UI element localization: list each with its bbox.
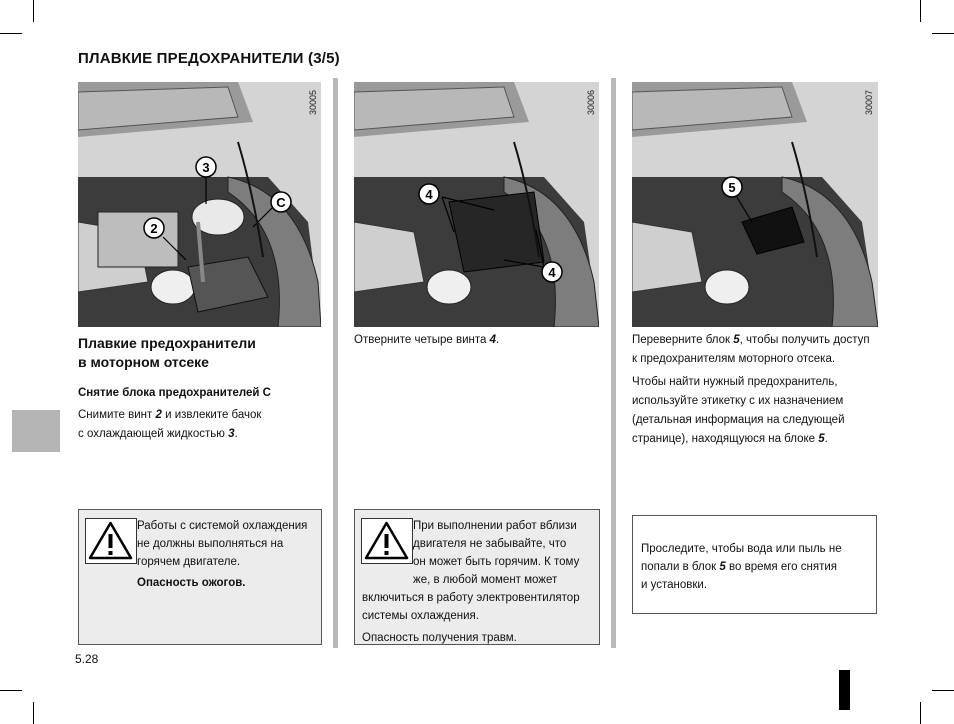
column-divider: [611, 78, 616, 648]
sub-heading: Снятие блока предохранителей C: [78, 387, 271, 399]
crop-mark: [932, 690, 954, 691]
callout-2: 2: [150, 221, 158, 236]
callout-3: 3: [202, 160, 210, 175]
warning-icon-frame: [85, 518, 137, 564]
note-text: Проследите, чтобы вода или пыль не попали в блок 5 во время его снятия и установки.: [641, 543, 842, 591]
engine-figure-1: [78, 82, 321, 327]
callout-4: 4: [548, 265, 556, 280]
section-heading: Плавкие предохранители в моторном отсеке: [78, 335, 256, 370]
page-title: ПЛАВКИЕ ПРЕДОХРАНИТЕЛИ (3/5): [78, 50, 340, 67]
warning-icon-frame: [361, 518, 413, 564]
engine-figure-3: [632, 82, 878, 327]
instruction-text: Отверните четыре винта 4.: [354, 334, 500, 346]
crop-mark: [33, 702, 34, 724]
callout-5: 5: [728, 180, 736, 195]
engine-figure-2: [354, 82, 599, 327]
figure-code: 30005: [308, 90, 318, 116]
engine-illustration: [354, 82, 599, 327]
crop-mark: [920, 0, 921, 22]
figure-code: 30007: [864, 90, 874, 116]
crop-mark: [0, 33, 22, 34]
warning-triangle-icon: [362, 519, 411, 562]
warning-box: [354, 509, 600, 645]
crop-mark: [932, 33, 954, 34]
instruction-text: Переверните блок 5, чтобы получить доступ к предохранителям моторного отсека. Чтобы найти нужный предохранитель, используйте этикетку с их назначением (детальная информация на следующей странице), находящуюся на блоке 5.: [632, 334, 870, 445]
warning-text-continued: включиться в работу электровентилятор системы охлаждения. Опасность получения травм.: [362, 592, 580, 644]
engine-illustration: [632, 82, 878, 327]
warning-triangle-icon: [86, 519, 135, 562]
figure-code: 30006: [586, 90, 596, 116]
engine-illustration: [78, 82, 321, 327]
callout-4: 4: [425, 187, 433, 202]
warning-text: При выполнении работ вблизи двигателя не забывайте, что он может быть горячим. К тому же, в любой момент может: [413, 520, 580, 586]
instruction-text: Снимите винт 2 и извлеките бачок с охлаждающей жидкостью 3.: [78, 409, 262, 440]
column-divider: [333, 78, 338, 648]
page-number: 5.28: [75, 652, 99, 666]
warning-box: [78, 509, 322, 645]
chapter-tab: [12, 410, 60, 452]
note-box: [632, 515, 877, 614]
callout-c: C: [276, 195, 286, 210]
warning-text: Работы с системой охлаждения не должны выполняться на горячем двигателе. Опасность ожогов.: [137, 520, 308, 589]
crop-mark: [33, 0, 34, 22]
end-marker: [839, 670, 850, 710]
crop-mark: [0, 690, 22, 691]
crop-mark: [920, 702, 921, 724]
